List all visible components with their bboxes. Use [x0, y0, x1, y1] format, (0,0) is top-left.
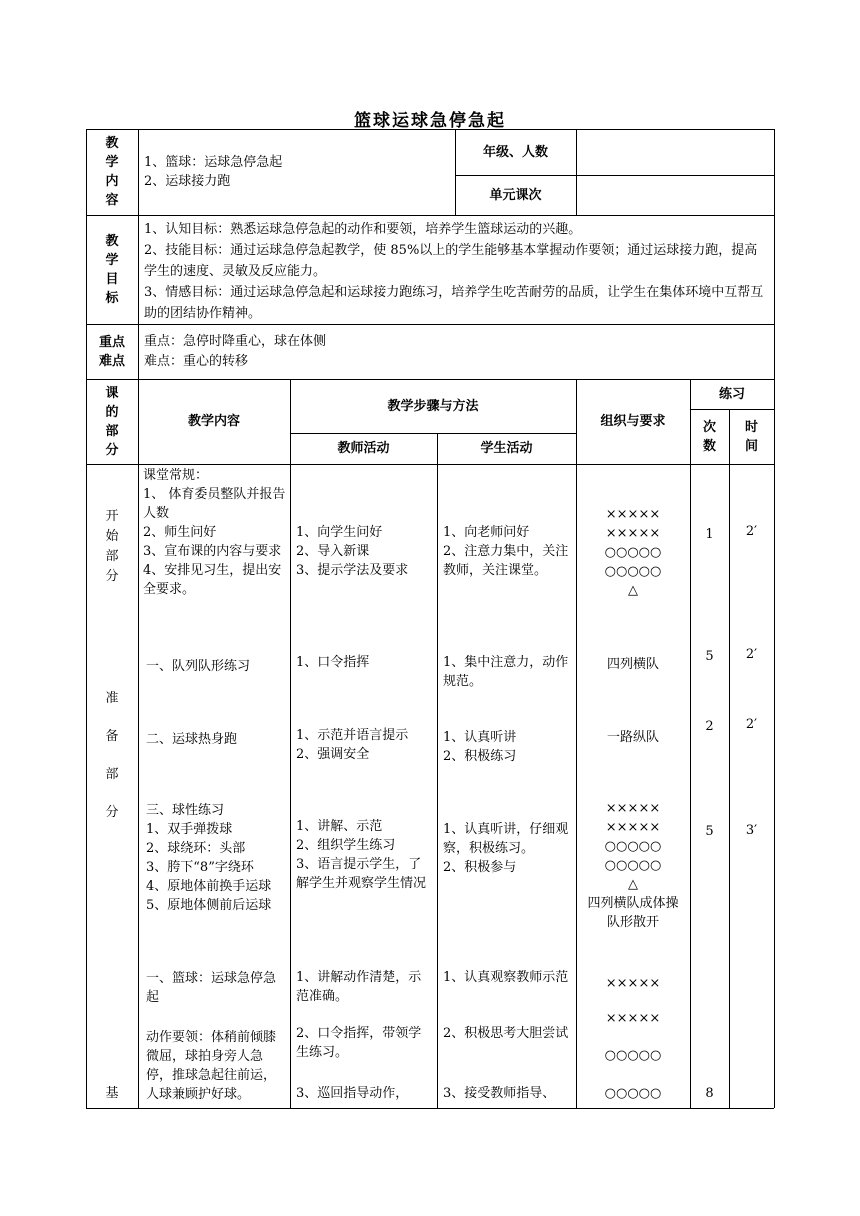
goal-text: 1、认知目标：熟悉运球急停急起的动作和要领，培养学生篮球运动的兴趣。 2、技能目标：通过运球急停急起教学，使 85%以上的学生能够基本掌握动作要领；通过运球接力跑，提高学生的速度、灵敏及反应能力。 3、情感目标：通过运球急停急起和运球接力跑练习，培养学生吃苦耐劳的品质，让学生在集体环境中互帮互助的团结协作精神。 — [144, 222, 764, 321]
header-times: 次 数 — [702, 419, 716, 454]
drill-content: 一、队列队形练习 — [146, 659, 251, 674]
header-org: 组织与要求 — [600, 414, 666, 429]
section-start-label: 开 始 部 分 — [105, 509, 119, 584]
header-content: 教学内容 — [187, 414, 240, 429]
key-label: 重点 难点 — [98, 334, 125, 369]
basic-content-title: 一、篮球：运球急停急起 — [146, 971, 277, 1005]
warmup-org: 一路纵队 — [606, 730, 659, 745]
section-prep-label: 准 备 部 分 — [105, 691, 119, 820]
content-label: 教 学 内 容 — [105, 136, 119, 208]
ball-duration: 3′ — [745, 823, 758, 838]
ball-teacher: 1、讲解、示范 2、组织学生练习 3、语言提示学生，了解学生并观察学生情况 — [296, 819, 427, 891]
drill-org: 四列横队 — [606, 657, 659, 672]
warmup-content: 二、运球热身跑 — [146, 732, 238, 747]
header-student: 学生活动 — [480, 441, 533, 456]
basic-org-4: ○○○○○ — [604, 1086, 662, 1101]
start-duration: 2′ — [745, 524, 758, 539]
warmup-times: 2 — [705, 719, 714, 734]
content-text: 1、篮球：运球急停急起 2、运球接力跑 — [144, 155, 283, 189]
basic-teacher-3: 3、巡回指导动作， — [296, 1086, 409, 1101]
page-title: 篮球运球急停急起 — [354, 111, 506, 131]
basic-times: 8 — [705, 1086, 714, 1101]
basic-teacher-2: 2、口令指挥，带领学生练习。 — [296, 1026, 422, 1060]
header-teacher: 教师活动 — [337, 441, 390, 456]
unit-label: 单元课次 — [489, 187, 542, 203]
start-teacher: 1、向学生问好 2、导入新课 3、提示学法及要求 — [296, 525, 409, 578]
drill-times: 5 — [705, 649, 714, 664]
drill-duration: 2′ — [745, 647, 758, 662]
warmup-duration: 2′ — [745, 717, 758, 732]
basic-org-3: ○○○○○ — [604, 1048, 662, 1063]
ball-student: 1、认真听讲，仔细观察，积极练习。 2、积极参与 — [443, 822, 569, 875]
grade-value[interactable] — [576, 129, 774, 175]
basic-content-key-points: 动作要领：体稍前倾膝微屈，球拍身旁人急停，推球急起往前运，人球兼顾护好球。 — [146, 1030, 277, 1102]
header-part: 课 的 部 分 — [105, 385, 119, 458]
ball-content: 三、球性练习 1、双手弹拨球 2、球绕环：头部 3、胯下“8”字绕环 4、原地体前换手运球 5、原地体侧前后运球 — [146, 803, 272, 913]
start-content: 课堂常规： 1、 体育委员整队并报告人数 2、师生问好 3、宣布课的内容与要求 4、安排见习生，提出安全要求。 — [143, 468, 286, 597]
basic-student-2: 2、积极思考大胆尝试 — [443, 1026, 569, 1041]
drill-teacher: 1、口令指挥 — [296, 655, 370, 670]
lesson-plan-table — [86, 129, 774, 1108]
start-org: ××××× ××××× ○○○○○ ○○○○○ △ — [604, 507, 662, 598]
start-times: 1 — [705, 527, 714, 542]
basic-teacher-1: 1、讲解动作清楚，示范准确。 — [296, 970, 422, 1004]
warmup-teacher: 1、示范并语言提示 2、强调安全 — [296, 728, 409, 762]
start-student: 1、向老师问好 2、注意力集中，关注教师，关注课堂。 — [443, 525, 569, 578]
header-practice: 练习 — [718, 386, 745, 402]
section-basic-label: 基 — [105, 1086, 119, 1101]
basic-org-2: ××××× — [605, 1011, 661, 1026]
key-text: 重点：急停时降重心，球在体侧 难点：重心的转移 — [144, 334, 327, 369]
grade-label: 年级、人数 — [482, 144, 548, 160]
drill-student: 1、集中注意力，动作规范。 — [443, 655, 569, 689]
basic-student-1: 1、认真观察教师示范 — [443, 970, 569, 985]
ball-org: ××××× ××××× ○○○○○ ○○○○○ △ 四列横队成体操队形散开 — [587, 801, 679, 930]
ball-times: 5 — [705, 824, 714, 839]
goal-label: 教 学 目 标 — [105, 233, 119, 306]
basic-org-1: ××××× — [605, 976, 661, 991]
warmup-student: 1、认真听讲 2、积极练习 — [443, 730, 517, 764]
header-steps: 教学步骤与方法 — [387, 398, 479, 414]
basic-student-3: 3、接受教师指导、 — [443, 1086, 556, 1101]
header-duration: 时 间 — [744, 419, 758, 454]
unit-value[interactable] — [576, 175, 774, 215]
